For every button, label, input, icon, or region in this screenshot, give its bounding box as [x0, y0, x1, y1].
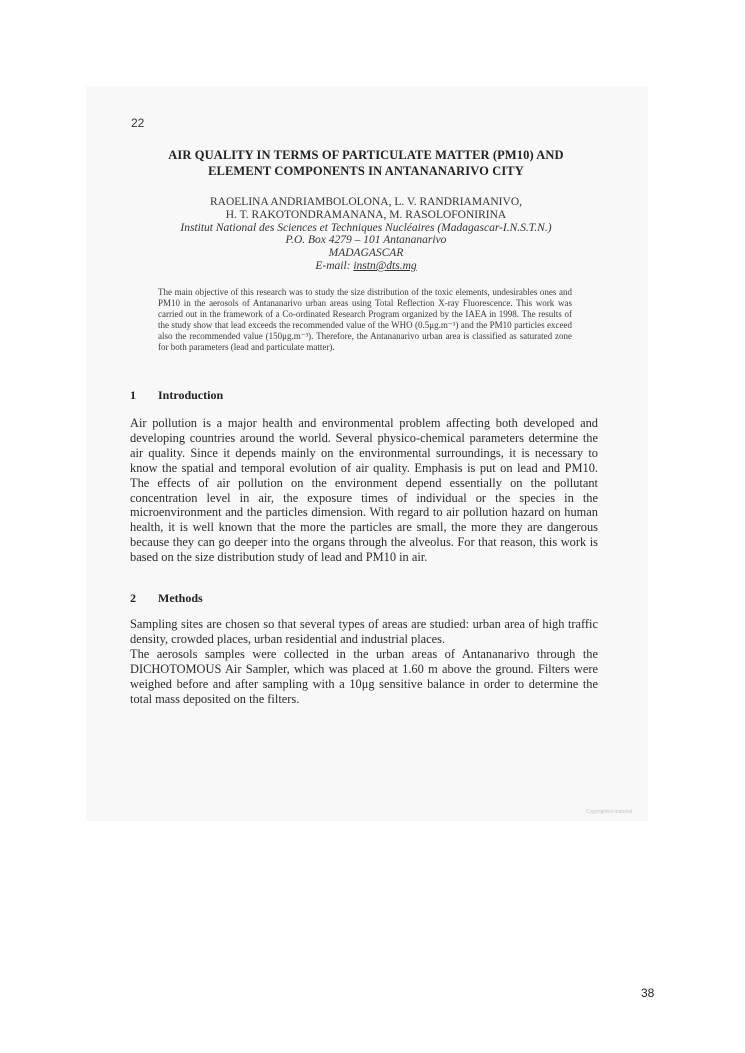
- affiliation-line-2: P.O. Box 4279 – 101 Antananarivo: [285, 234, 447, 247]
- paper-title: [126, 147, 606, 179]
- section-number: 1: [130, 388, 136, 402]
- affiliation-line-1: Institut National des Sciences et Techniques Nucléaires (Madagascar-I.N.S.T.N.): [180, 221, 552, 234]
- section-title: Introduction: [158, 388, 224, 402]
- introduction-paragraph: Air pollution is a major health and environmental problem affecting both developed and developing countries around the world. Several physico-chemical parameters determine the air quality. Since it depends mainly on the environmental surroundings, it is necessary to know the spatial and temporal evolution of air quality. Emphasis is put on lead and PM10. The effects of air pollution on the environment depend essentially on the pollutant concentration level in air, the exposure times of individual or the species in the microenvironment and the particles dimension. With regard to air pollution hazard on human health, it is well known that the more the particles are small, the more they are dangerous because they can go deeper into the organs through the alveolus. For that reason, this work is based on the size distribution study of lead and PM10 in air.: [130, 416, 598, 565]
- methods-paragraph-1: Sampling sites are chosen so that several types of areas are studied: urban area of high traffic density, crowded places, urban residential and industrial places.: [130, 617, 598, 646]
- email-link[interactable]: instn@dts.mg: [353, 259, 417, 272]
- authors-line-2: H. T. RAKOTONDRAMANANA, M. RASOLOFONIRINA: [225, 208, 507, 221]
- copyright-watermark: Copyrighted material: [586, 809, 633, 815]
- author-block: [126, 196, 606, 273]
- title-line-1: AIR QUALITY IN TERMS OF PARTICULATE MATTER (PM10) AND: [168, 148, 564, 162]
- email-label: E-mail:: [315, 259, 354, 272]
- section-heading-introduction: [130, 388, 223, 403]
- section-heading-methods: [130, 591, 203, 606]
- affiliation-country: MADAGASCAR: [328, 247, 404, 260]
- pdf-page-number: 38: [641, 986, 655, 1000]
- journal-page-number: 22: [131, 116, 145, 130]
- section-title: Methods: [158, 591, 203, 605]
- title-line-2: ELEMENT COMPONENTS IN ANTANANARIVO CITY: [208, 164, 524, 178]
- authors-line-1: RAOELINA ANDRIAMBOLOLONA, L. V. RANDRIAMANIVO,: [210, 196, 522, 208]
- abstract: The main objective of this research was to study the size distribution of the toxic elements, undesirables ones and PM10 in the aerosols of Antananarivo urban areas using Total Reflection X-ray Fluorescence. This work was carried out in the framework of a Co-ordinated Research Program organized by the IAEA in 1998. The results of the study show that lead exceeds the recommended value of the WHO (0.5μg.m⁻³) and the PM10 particles exceed also the recommended value (150μg.m⁻³). Therefore, the Antananarivo urban area is classified as saturated zone for both parameters (lead and particulate matter).: [158, 287, 572, 352]
- scanned-page: [86, 86, 648, 821]
- methods-paragraph-2: The aerosols samples were collected in the urban areas of Antananarivo through the DICHOTOMOUS Air Sampler, which was placed at 1.60 m above the ground. Filters were weighed before and after sampling with a 10μg sensitive balance in order to determine the total mass deposited on the filters.: [130, 647, 598, 706]
- email-line: [126, 260, 606, 273]
- section-number: 2: [130, 591, 136, 605]
